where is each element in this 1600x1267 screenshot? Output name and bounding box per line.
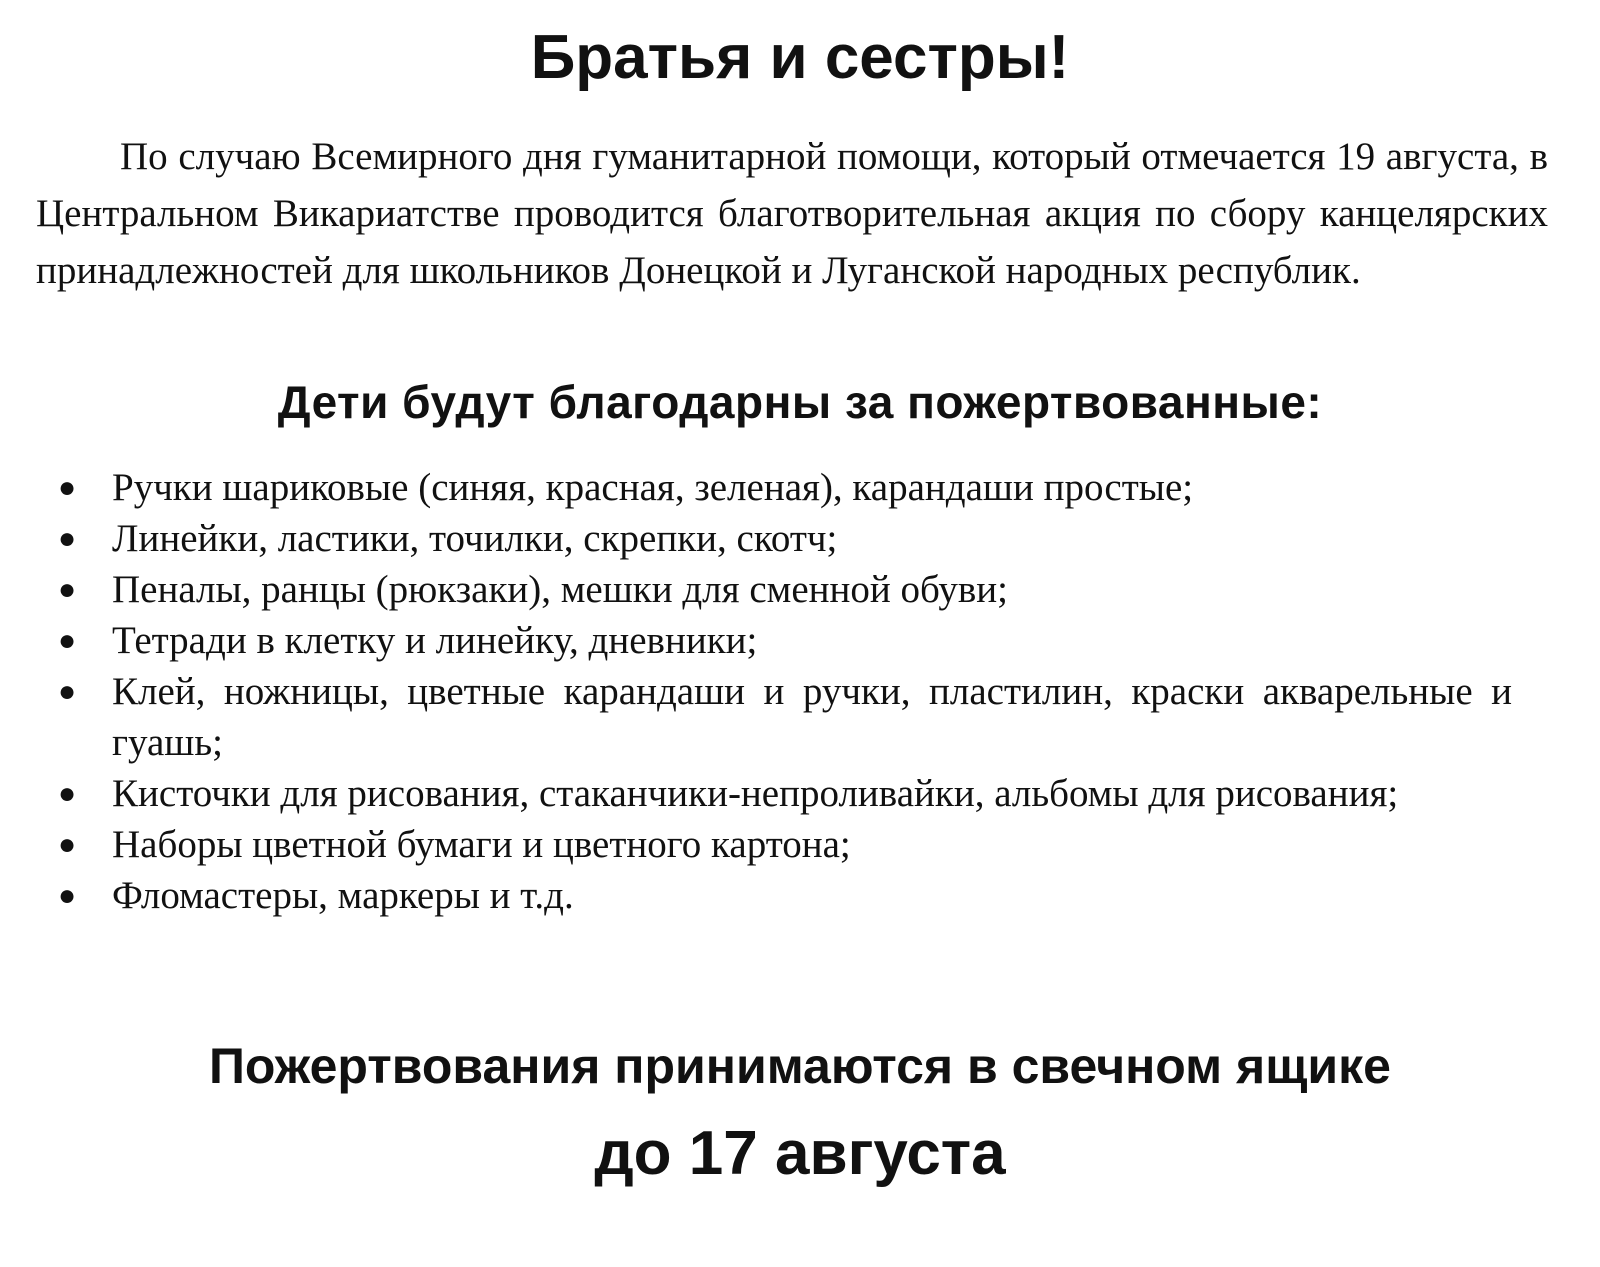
page-title: Братья и сестры! — [530, 23, 1070, 92]
list-item — [0, 819, 1512, 870]
list-item-text: Тетради в клетку и линейку, дневники; — [112, 619, 758, 662]
list-item-text: Наборы цветной бумаги и цветного картона; — [112, 823, 851, 866]
bullet-icon: ● — [58, 828, 77, 861]
list-item — [0, 615, 1512, 666]
list-item-text: Линейки, ластики, точилки, скрепки, скотч; — [112, 517, 838, 560]
bullet-icon: ● — [58, 777, 77, 810]
list-item — [0, 666, 1512, 768]
bullet-icon: ● — [58, 675, 77, 708]
footer-deadline: до 17 августа — [594, 1119, 1006, 1188]
footer-notice — [0, 1032, 1600, 1194]
list-item-text: Кисточки для рисования, стаканчики-непроливайки, альбомы для рисования; — [112, 772, 1399, 815]
bullet-icon: ● — [58, 879, 77, 912]
list-item-text: Фломастеры, маркеры и т.д. — [112, 874, 574, 917]
bullet-icon: ● — [58, 624, 77, 657]
list-item — [0, 564, 1512, 615]
list-item — [0, 462, 1512, 513]
bullet-icon: ● — [58, 522, 77, 555]
donation-items-list — [0, 462, 1600, 921]
list-item-text: Клей, ножницы, цветные карандаши и ручки, пластилин, краски акварельные и гуашь; — [112, 670, 1512, 764]
donation-list-heading: Дети будут благодарны за пожертвованные: — [277, 376, 1323, 428]
intro-paragraph: По случаю Всемирного дня гуманитарной помощи, который отмечается 19 августа, в Центральном Викариатстве проводится благотворительная акция по сбору канцелярских принадлежностей для школьников Донецкой и Луганской народных республик. — [36, 135, 1548, 292]
bullet-icon: ● — [58, 573, 77, 606]
footer-location: Пожертвования принимаются в свечном ящике — [208, 1038, 1391, 1094]
list-item — [0, 513, 1512, 564]
list-item-text: Пеналы, ранцы (рюкзаки), мешки для сменной обуви; — [112, 568, 1008, 611]
list-item — [0, 768, 1512, 819]
list-item — [0, 870, 1512, 921]
bullet-icon: ● — [58, 471, 77, 504]
list-item-text: Ручки шариковые (синяя, красная, зеленая), карандаши простые; — [112, 466, 1194, 509]
